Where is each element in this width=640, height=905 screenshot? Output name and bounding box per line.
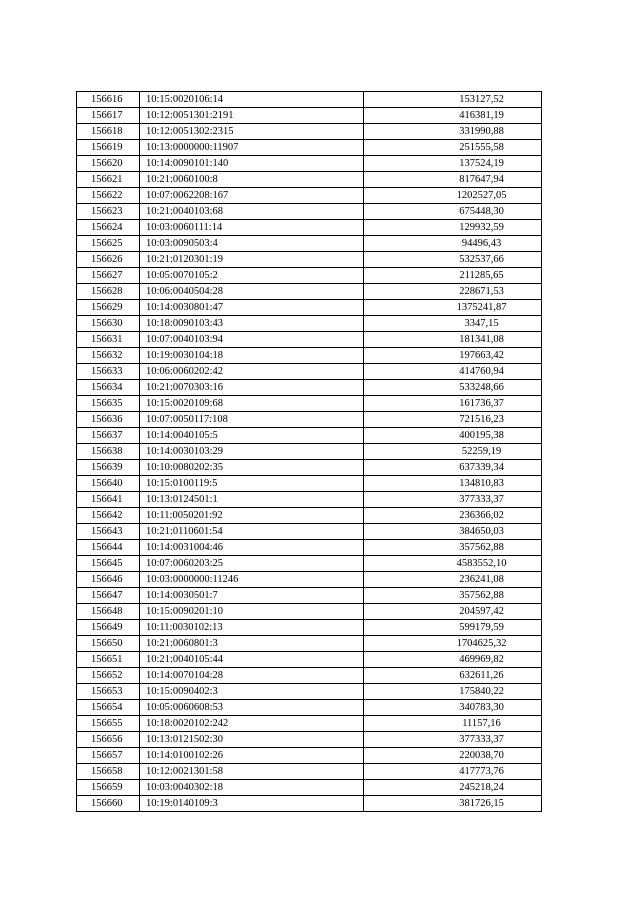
cadastral-number-cell: 10:21:0110601:54: [140, 524, 364, 540]
row-id-cell: 156618: [77, 124, 140, 140]
cadastral-number-cell: 10:13:0121502:30: [140, 732, 364, 748]
table-row: [77, 220, 542, 236]
cadastral-number-cell: 10:07:0050117:108: [140, 412, 364, 428]
amount-cell: 137524,19: [364, 156, 542, 172]
amount-cell: 414760,94: [364, 364, 542, 380]
table-row: [77, 572, 542, 588]
row-id-cell: 156660: [77, 796, 140, 812]
table-row: [77, 604, 542, 620]
table-row: [77, 380, 542, 396]
table-row: [77, 188, 542, 204]
row-id-cell: 156654: [77, 700, 140, 716]
amount-cell: 817647,94: [364, 172, 542, 188]
amount-cell: 1375241,87: [364, 300, 542, 316]
row-id-cell: 156639: [77, 460, 140, 476]
table-row: [77, 684, 542, 700]
cadastral-number-cell: 10:21:0070303:16: [140, 380, 364, 396]
row-id-cell: 156642: [77, 508, 140, 524]
row-id-cell: 156637: [77, 428, 140, 444]
cadastral-number-cell: 10:14:0070104:28: [140, 668, 364, 684]
cadastral-number-cell: 10:14:0090101:140: [140, 156, 364, 172]
row-id-cell: 156616: [77, 92, 140, 108]
table-row: [77, 524, 542, 540]
row-id-cell: 156659: [77, 780, 140, 796]
amount-cell: 251555,58: [364, 140, 542, 156]
row-id-cell: 156633: [77, 364, 140, 380]
cadastral-number-cell: 10:13:0124501:1: [140, 492, 364, 508]
table-row: [77, 252, 542, 268]
amount-cell: 384650,03: [364, 524, 542, 540]
row-id-cell: 156619: [77, 140, 140, 156]
cadastral-number-cell: 10:07:0060203:25: [140, 556, 364, 572]
table-row: [77, 540, 542, 556]
table-row: [77, 636, 542, 652]
amount-cell: 357562,88: [364, 588, 542, 604]
table-row: [77, 652, 542, 668]
amount-cell: 632611,26: [364, 668, 542, 684]
table-row: [77, 764, 542, 780]
cadastral-number-cell: 10:14:0100102:26: [140, 748, 364, 764]
table-row: [77, 796, 542, 812]
amount-cell: 129932,59: [364, 220, 542, 236]
cadastral-number-cell: 10:10:0080202:35: [140, 460, 364, 476]
amount-cell: 4583552,10: [364, 556, 542, 572]
row-id-cell: 156617: [77, 108, 140, 124]
table-row: [77, 716, 542, 732]
amount-cell: 236241,08: [364, 572, 542, 588]
row-id-cell: 156653: [77, 684, 140, 700]
table-row: [77, 476, 542, 492]
amount-cell: 134810,83: [364, 476, 542, 492]
amount-cell: 204597,42: [364, 604, 542, 620]
amount-cell: 417773,76: [364, 764, 542, 780]
cadastral-number-cell: 10:15:0020106:14: [140, 92, 364, 108]
table-row: [77, 700, 542, 716]
cadastral-number-cell: 10:05:0060608:53: [140, 700, 364, 716]
row-id-cell: 156624: [77, 220, 140, 236]
table-row: [77, 460, 542, 476]
amount-cell: 52259,19: [364, 444, 542, 460]
table-row: [77, 620, 542, 636]
cadastral-number-cell: 10:03:0000000:11246: [140, 572, 364, 588]
row-id-cell: 156648: [77, 604, 140, 620]
amount-cell: 416381,19: [364, 108, 542, 124]
cadastral-number-cell: 10:11:0050201:92: [140, 508, 364, 524]
row-id-cell: 156640: [77, 476, 140, 492]
row-id-cell: 156647: [77, 588, 140, 604]
table-row: [77, 396, 542, 412]
table-row: [77, 332, 542, 348]
row-id-cell: 156629: [77, 300, 140, 316]
row-id-cell: 156628: [77, 284, 140, 300]
cadastral-number-cell: 10:14:0030103:29: [140, 444, 364, 460]
row-id-cell: 156644: [77, 540, 140, 556]
cadastral-number-cell: 10:07:0040103:94: [140, 332, 364, 348]
amount-cell: 175840,22: [364, 684, 542, 700]
amount-cell: 245218,24: [364, 780, 542, 796]
row-id-cell: 156643: [77, 524, 140, 540]
cadastral-number-cell: 10:03:0090503:4: [140, 236, 364, 252]
amount-cell: 220038,70: [364, 748, 542, 764]
row-id-cell: 156634: [77, 380, 140, 396]
table-row: [77, 748, 542, 764]
cadastral-number-cell: 10:21:0040105:44: [140, 652, 364, 668]
cadastral-number-cell: 10:21:0060801:3: [140, 636, 364, 652]
table-row: [77, 124, 542, 140]
amount-cell: 599179,59: [364, 620, 542, 636]
table-row: [77, 156, 542, 172]
cadastral-number-cell: 10:14:0030501:7: [140, 588, 364, 604]
row-id-cell: 156657: [77, 748, 140, 764]
cadastral-number-cell: 10:14:0040105:5: [140, 428, 364, 444]
table-row: [77, 108, 542, 124]
records-table: [76, 91, 542, 812]
amount-cell: 197663,42: [364, 348, 542, 364]
cadastral-number-cell: 10:12:0051302:2315: [140, 124, 364, 140]
amount-cell: 331990,88: [364, 124, 542, 140]
table-row: [77, 364, 542, 380]
row-id-cell: 156636: [77, 412, 140, 428]
cadastral-number-cell: 10:03:0060111:14: [140, 220, 364, 236]
table-row: [77, 492, 542, 508]
table-row: [77, 556, 542, 572]
amount-cell: 533248,66: [364, 380, 542, 396]
row-id-cell: 156658: [77, 764, 140, 780]
table-row: [77, 172, 542, 188]
row-id-cell: 156631: [77, 332, 140, 348]
cadastral-number-cell: 10:21:0120301:19: [140, 252, 364, 268]
amount-cell: 637339,34: [364, 460, 542, 476]
amount-cell: 228671,53: [364, 284, 542, 300]
cadastral-number-cell: 10:06:0040504:28: [140, 284, 364, 300]
cadastral-number-cell: 10:06:0060202:42: [140, 364, 364, 380]
row-id-cell: 156635: [77, 396, 140, 412]
cadastral-number-cell: 10:21:0040103:68: [140, 204, 364, 220]
table-row: [77, 316, 542, 332]
cadastral-number-cell: 10:15:0100119:5: [140, 476, 364, 492]
row-id-cell: 156626: [77, 252, 140, 268]
cadastral-number-cell: 10:15:0090402:3: [140, 684, 364, 700]
amount-cell: 340783,30: [364, 700, 542, 716]
row-id-cell: 156638: [77, 444, 140, 460]
cadastral-number-cell: 10:19:0140109:3: [140, 796, 364, 812]
cadastral-number-cell: 10:03:0040302:18: [140, 780, 364, 796]
row-id-cell: 156625: [77, 236, 140, 252]
amount-cell: 3347,15: [364, 316, 542, 332]
cadastral-number-cell: 10:12:0021301:58: [140, 764, 364, 780]
row-id-cell: 156645: [77, 556, 140, 572]
amount-cell: 400195,38: [364, 428, 542, 444]
table-row: [77, 668, 542, 684]
row-id-cell: 156630: [77, 316, 140, 332]
cadastral-number-cell: 10:11:0030102:13: [140, 620, 364, 636]
table-row: [77, 92, 542, 108]
amount-cell: 236366,02: [364, 508, 542, 524]
amount-cell: 153127,52: [364, 92, 542, 108]
row-id-cell: 156641: [77, 492, 140, 508]
amount-cell: 469969,82: [364, 652, 542, 668]
amount-cell: 1202527,05: [364, 188, 542, 204]
amount-cell: 675448,30: [364, 204, 542, 220]
table-row: [77, 348, 542, 364]
cadastral-number-cell: 10:05:0070105:2: [140, 268, 364, 284]
row-id-cell: 156656: [77, 732, 140, 748]
amount-cell: 357562,88: [364, 540, 542, 556]
row-id-cell: 156650: [77, 636, 140, 652]
table-row: [77, 204, 542, 220]
row-id-cell: 156649: [77, 620, 140, 636]
row-id-cell: 156646: [77, 572, 140, 588]
amount-cell: 721516,23: [364, 412, 542, 428]
amount-cell: 211285,65: [364, 268, 542, 284]
table-row: [77, 444, 542, 460]
table-row: [77, 588, 542, 604]
row-id-cell: 156632: [77, 348, 140, 364]
cadastral-number-cell: 10:12:0051301:2191: [140, 108, 364, 124]
cadastral-number-cell: 10:15:0090201:10: [140, 604, 364, 620]
cadastral-number-cell: 10:18:0020102:242: [140, 716, 364, 732]
cadastral-number-cell: 10:18:0090103:43: [140, 316, 364, 332]
amount-cell: 377333,37: [364, 492, 542, 508]
amount-cell: 381726,15: [364, 796, 542, 812]
table-row: [77, 140, 542, 156]
row-id-cell: 156652: [77, 668, 140, 684]
row-id-cell: 156655: [77, 716, 140, 732]
table-row: [77, 268, 542, 284]
amount-cell: 532537,66: [364, 252, 542, 268]
amount-cell: 1704625,32: [364, 636, 542, 652]
table-row: [77, 236, 542, 252]
table-row: [77, 284, 542, 300]
table-row: [77, 508, 542, 524]
cadastral-number-cell: 10:14:0031004:46: [140, 540, 364, 556]
cadastral-number-cell: 10:13:0000000:11907: [140, 140, 364, 156]
row-id-cell: 156627: [77, 268, 140, 284]
row-id-cell: 156620: [77, 156, 140, 172]
row-id-cell: 156622: [77, 188, 140, 204]
amount-cell: 377333,37: [364, 732, 542, 748]
row-id-cell: 156623: [77, 204, 140, 220]
amount-cell: 161736,37: [364, 396, 542, 412]
table-row: [77, 412, 542, 428]
cadastral-number-cell: 10:14:0030801:47: [140, 300, 364, 316]
cadastral-number-cell: 10:21:0060100:8: [140, 172, 364, 188]
amount-cell: 181341,08: [364, 332, 542, 348]
table-row: [77, 300, 542, 316]
cadastral-number-cell: 10:15:0020109:68: [140, 396, 364, 412]
cadastral-number-cell: 10:07:0062208:167: [140, 188, 364, 204]
records-table-body: [77, 92, 542, 812]
table-row: [77, 732, 542, 748]
row-id-cell: 156651: [77, 652, 140, 668]
amount-cell: 94496,43: [364, 236, 542, 252]
amount-cell: 11157,16: [364, 716, 542, 732]
cadastral-number-cell: 10:19:0030104:18: [140, 348, 364, 364]
table-row: [77, 780, 542, 796]
table-row: [77, 428, 542, 444]
row-id-cell: 156621: [77, 172, 140, 188]
